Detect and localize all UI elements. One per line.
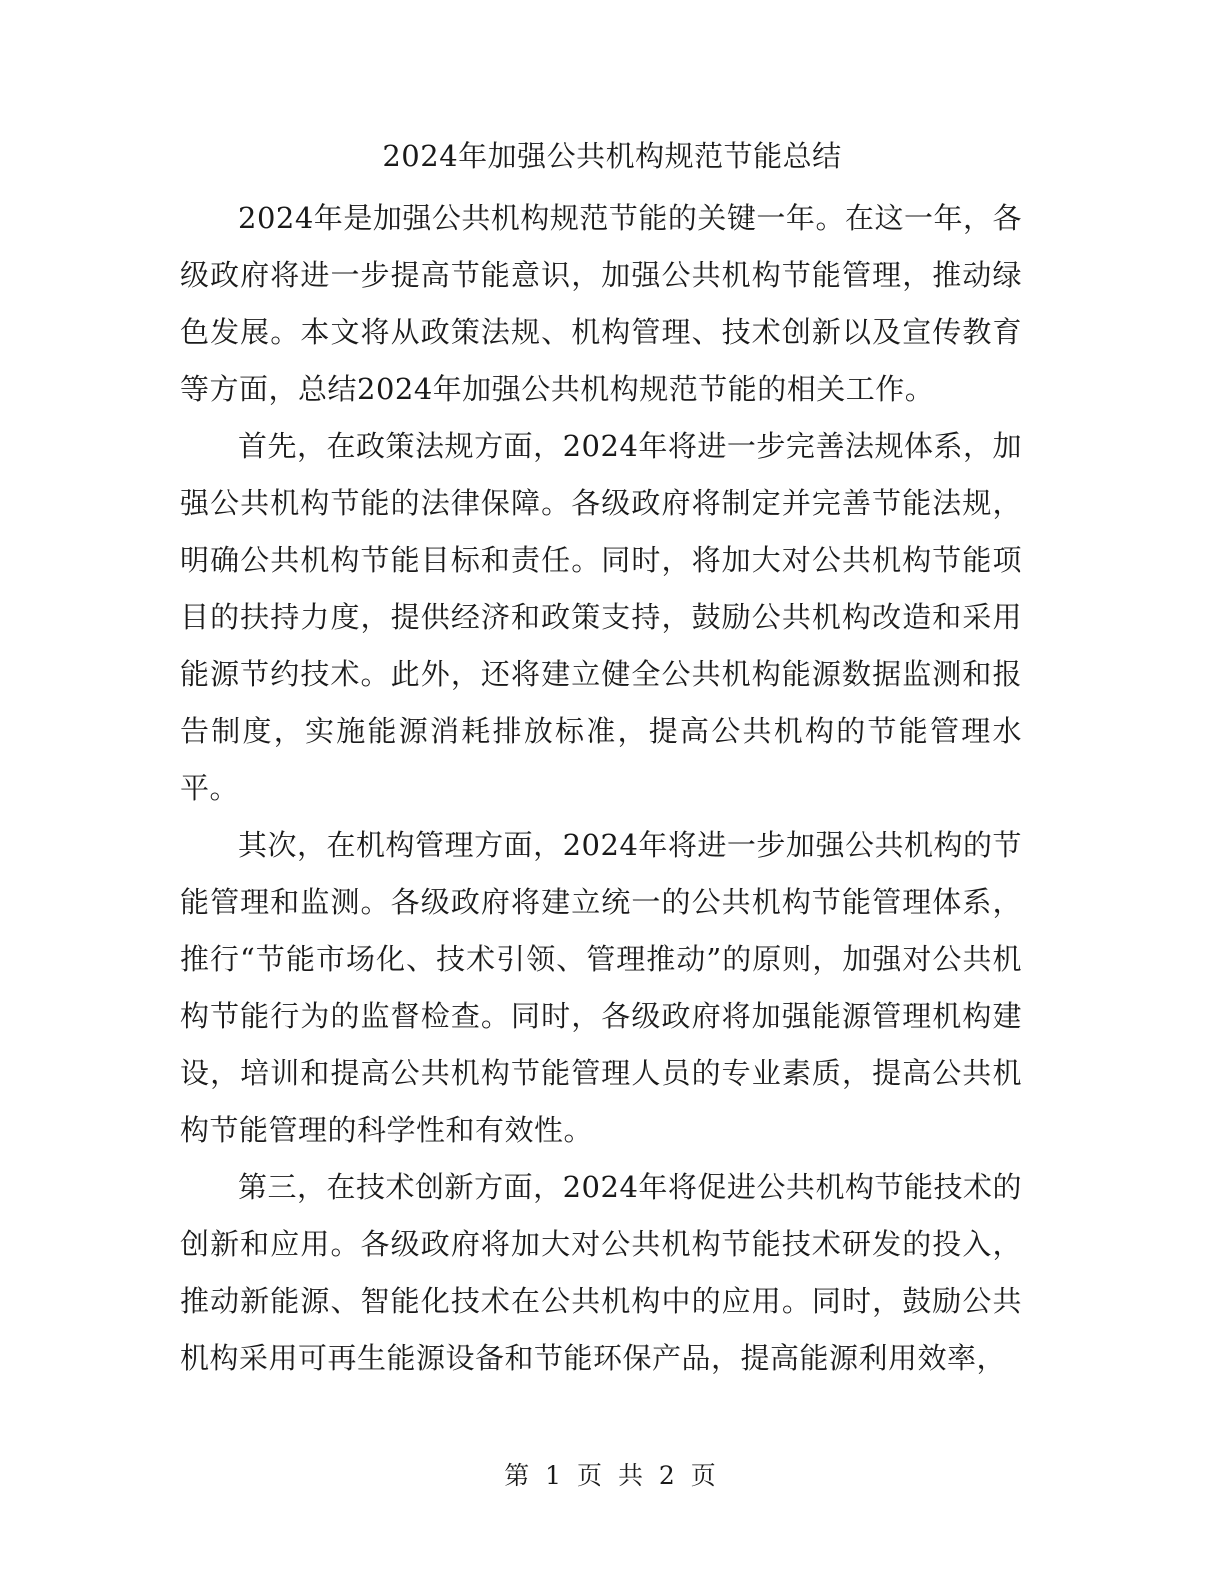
paragraph-policy: 首先，在政策法规方面，2024年将进一步完善法规体系，加强公共机构节能的法律保障。各级政府将制定并完善节能法规，明确公共机构节能目标和责任。同时，将加大对公共机构节能项目的扶持力度，提供经济和政策支持，鼓励公共机构改造和采用能源节约技术。此外，还将建立健全公共机构能源数据监测和报告制度，实施能源消耗排放标准，提高公共机构的节能管理水平。	[180, 429, 1022, 805]
document-body	[180, 190, 1022, 1387]
paragraph-management: 其次，在机构管理方面，2024年将进一步加强公共机构的节能管理和监测。各级政府将建立统一的公共机构节能管理体系，推行“节能市场化、技术引领、管理推动”的原则，加强对公共机构节能行为的监督检查。同时，各级政府将加强能源管理机构建设，培训和提高公共机构节能管理人员的专业素质，提高公共机构节能管理的科学性和有效性。	[180, 828, 1022, 1147]
document-title: 2024年加强公共机构规范节能总结	[382, 139, 842, 173]
page-footer: 第 1 页 共 2 页	[504, 1461, 720, 1490]
paragraph-technology: 第三，在技术创新方面，2024年将促进公共机构节能技术的创新和应用。各级政府将加大对公共机构节能技术研发的投入，推动新能源、智能化技术在公共机构中的应用。同时，鼓励公共机构采用可再生能源设备和节能环保产品，提高能源利用效率，	[180, 1170, 1022, 1375]
paragraph-intro: 2024年是加强公共机构规范节能的关键一年。在这一年，各级政府将进一步提高节能意识，加强公共机构节能管理，推动绿色发展。本文将从政策法规、机构管理、技术创新以及宣传教育等方面，总结2024年加强公共机构规范节能的相关工作。	[180, 201, 1022, 406]
